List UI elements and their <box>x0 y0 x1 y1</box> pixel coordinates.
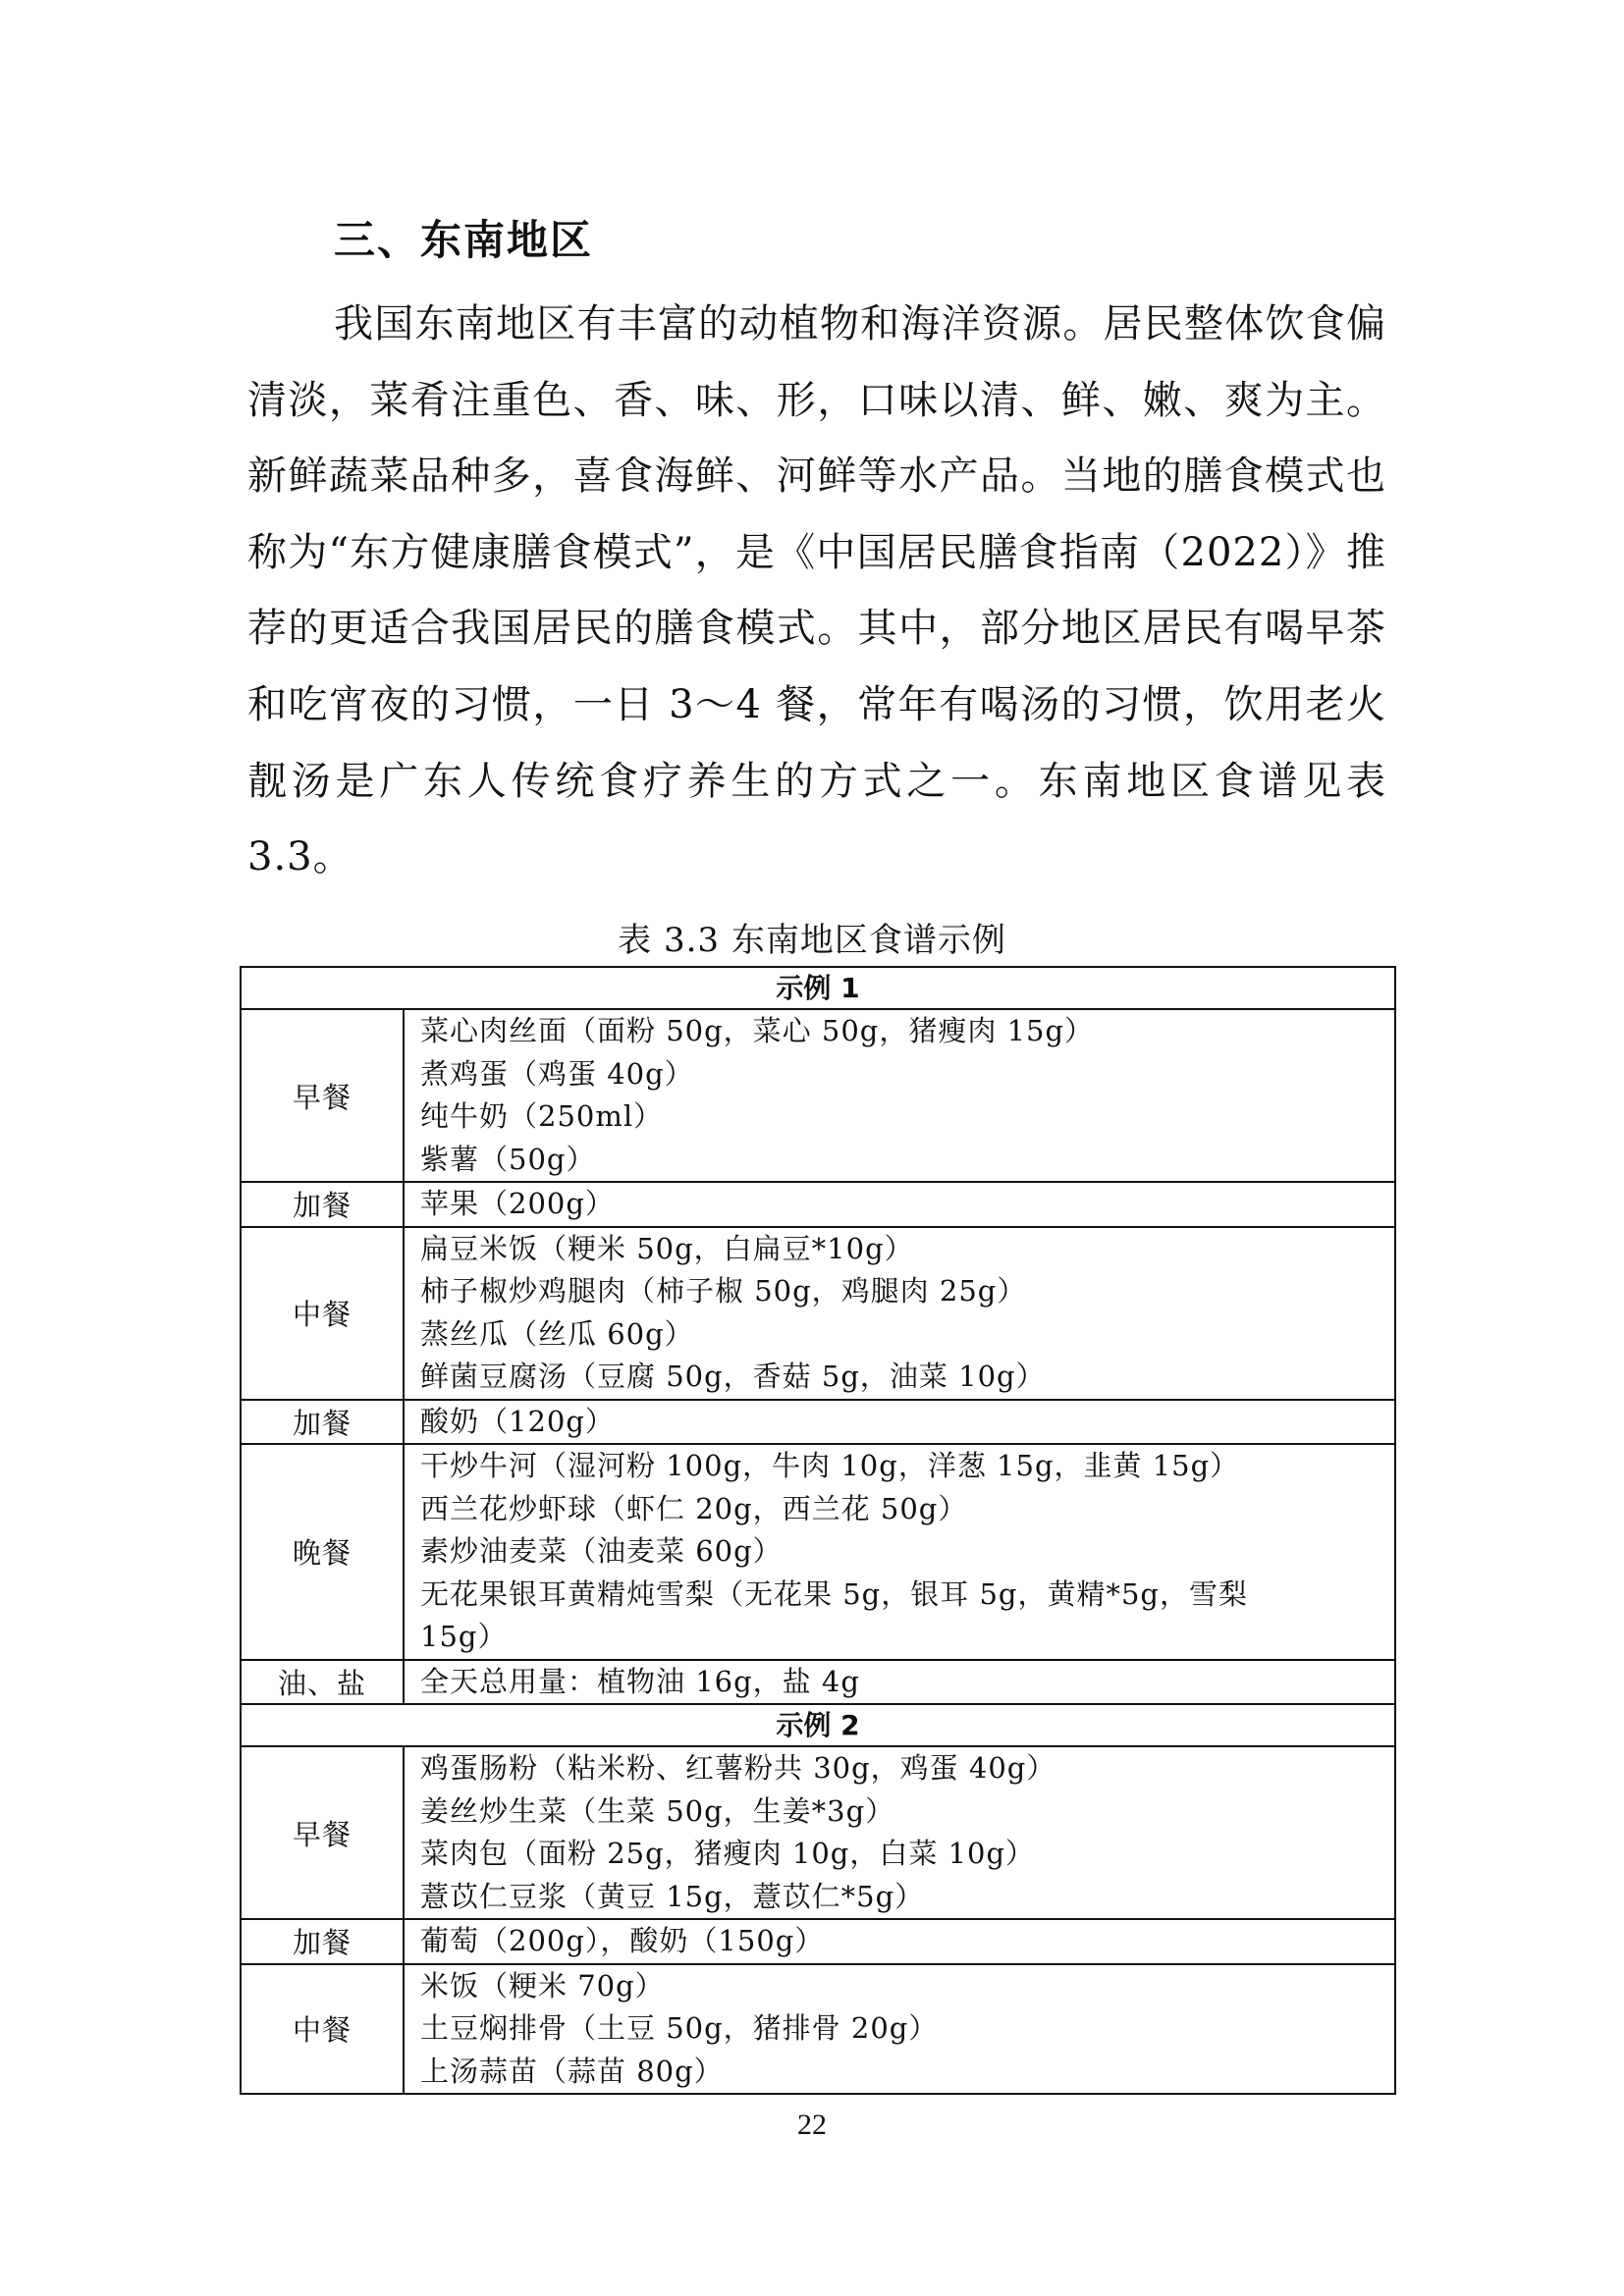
food-item: 无花果银耳黄精炖雪梨（无花果 5g，银耳 5g，黄精*5g，雪梨 <box>420 1576 1248 1611</box>
meal-items-cell <box>404 1009 1395 1182</box>
table-caption: 表 3.3 东南地区食谱示例 <box>618 921 1006 960</box>
food-item: 菜心肉丝面（面粉 50g，菜心 50g，猪瘦肉 15g） <box>420 1014 1095 1047</box>
meal-name-cell: 油、盐 <box>241 1660 404 1705</box>
food-item: 扁豆米饭（粳米 50g，白扁豆*10g） <box>420 1231 914 1265</box>
food-item: 米饭（粳米 70g） <box>420 1968 665 2002</box>
meal-row <box>241 1009 1395 1182</box>
food-item: 全天总用量：植物油 16g，盐 4g <box>420 1664 860 1698</box>
meal-row <box>241 1227 1395 1400</box>
example-header-row <box>241 1704 1395 1746</box>
food-item: 鲜菌豆腐汤（豆腐 50g，香菇 5g，油菜 10g） <box>420 1360 1046 1393</box>
meal-row <box>241 1919 1395 1964</box>
meal-items-cell <box>404 1182 1395 1227</box>
body-paragraph: 我国东南地区有丰富的动植物和海洋资源。居民整体饮食偏清淡，菜肴注重色、香、味、形，口味以清、鲜、嫩、爽为主。新鲜蔬菜品种多，喜食海鲜、河鲜等水产品。当地的膳食模式也称为“东方健康膳食模式”，是《中国居民膳食指南（2022）》推荐的更适合我国居民的膳食模式。其中，部分地区居民有喝早茶和吃宵夜的习惯，一日 3～4 餐，常年有喝汤的习惯，饮用老火靓汤是广东人传统食疗养生的方式之一。东南地区食谱见表 3.3。 <box>247 301 1386 881</box>
food-item: 紫薯（50g） <box>420 1142 596 1176</box>
food-item: 西兰花炒虾球（虾仁 20g，西兰花 50g） <box>420 1491 968 1525</box>
meal-row <box>241 1660 1395 1705</box>
meal-items-cell <box>404 1227 1395 1400</box>
meal-items-cell <box>404 1919 1395 1964</box>
meal-items-cell <box>404 1444 1395 1660</box>
example-header-row <box>241 967 1395 1009</box>
meal-row <box>241 1746 1395 1919</box>
food-item: 姜丝炒生菜（生菜 50g，生姜*3g） <box>420 1793 895 1828</box>
body-paragraph-block <box>247 287 1386 896</box>
food-item: 煮鸡蛋（鸡蛋 40g） <box>420 1056 694 1091</box>
recipe-table-body <box>241 967 1395 2094</box>
section-heading: 三、东南地区 <box>334 216 594 264</box>
meal-items-cell <box>404 1400 1395 1445</box>
meal-name-cell: 加餐 <box>241 1919 404 1964</box>
meal-items-cell <box>404 1746 1395 1919</box>
food-item: 苹果（200g） <box>420 1187 615 1220</box>
meal-row <box>241 1444 1395 1660</box>
food-item: 柿子椒炒鸡腿肉（柿子椒 50g，鸡腿肉 25g） <box>420 1274 1027 1308</box>
meal-name-cell: 早餐 <box>241 1009 404 1182</box>
food-item: 土豆焖排骨（土豆 50g，猪排骨 20g） <box>420 2011 939 2045</box>
example-title: 示例 1 <box>241 967 1395 1009</box>
food-item: 薏苡仁豆浆（黄豆 15g，薏苡仁*5g） <box>420 1879 925 1913</box>
meal-name-cell: 中餐 <box>241 1964 404 2095</box>
meal-name-cell: 早餐 <box>241 1746 404 1919</box>
food-item: 鸡蛋肠粉（粘米粉、红薯粉共 30g，鸡蛋 40g） <box>420 1751 1056 1785</box>
food-item: 葡萄（200g），酸奶（150g） <box>420 1924 825 1957</box>
meal-name-cell: 中餐 <box>241 1227 404 1400</box>
meal-name-cell: 加餐 <box>241 1400 404 1445</box>
meal-items-cell <box>404 1964 1395 2095</box>
food-item: 纯牛奶（250ml） <box>420 1099 664 1133</box>
food-item: 上汤蒜苗（蒜苗 80g） <box>420 2054 724 2088</box>
food-item: 素炒油麦菜（油麦菜 60g） <box>420 1534 783 1568</box>
meal-name-cell: 晚餐 <box>241 1444 404 1660</box>
meal-items-cell <box>404 1660 1395 1705</box>
meal-row <box>241 1400 1395 1445</box>
food-item: 15g） <box>420 1620 508 1653</box>
recipe-table <box>240 966 1396 2095</box>
meal-row <box>241 1964 1395 2095</box>
example-title: 示例 2 <box>241 1704 1395 1746</box>
food-item: 蒸丝瓜（丝瓜 60g） <box>420 1316 694 1351</box>
food-item: 酸奶（120g） <box>420 1404 615 1438</box>
page-number: 22 <box>797 2109 827 2141</box>
food-item: 菜肉包（面粉 25g，猪瘦肉 10g，白菜 10g） <box>420 1837 1036 1870</box>
food-item: 干炒牛河（湿河粉 100g，牛肉 10g，洋葱 15g，韭黄 15g） <box>420 1449 1240 1482</box>
meal-name-cell: 加餐 <box>241 1182 404 1227</box>
meal-row <box>241 1182 1395 1227</box>
